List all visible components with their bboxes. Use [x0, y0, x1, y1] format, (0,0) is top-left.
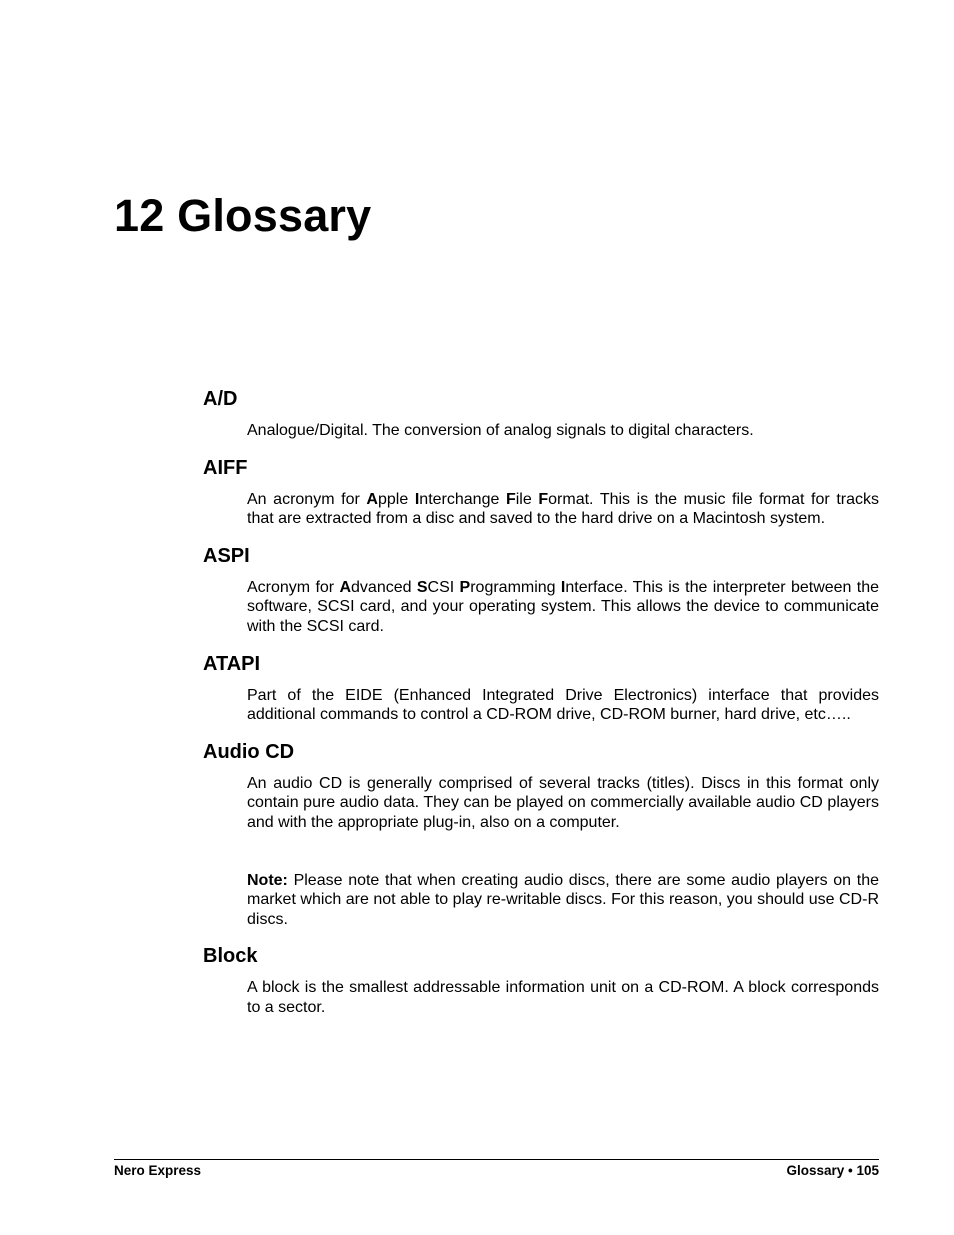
definition-text: An acronym for: [247, 490, 367, 508]
glossary-term: Block: [203, 945, 258, 968]
glossary-entry-aiff: [203, 455, 879, 529]
acronym-letter: P: [459, 578, 471, 596]
glossary-definition: [247, 774, 879, 833]
definition-text: dvanced: [351, 578, 417, 596]
note-label: Note:: [247, 871, 288, 889]
definition-text: nterchange: [419, 490, 506, 508]
glossary-definition: [247, 578, 879, 637]
glossary-definition: [247, 490, 879, 529]
definition-text: CSI: [427, 578, 460, 596]
definition-text: pple: [377, 490, 415, 508]
glossary-definition: [247, 978, 879, 1017]
glossary-definition: [247, 421, 879, 441]
definition-text: A block is the smallest addressable information unit on a CD-ROM. A block corresponds to a sector.: [247, 979, 879, 1016]
glossary-term: Audio CD: [203, 740, 295, 763]
definition-text: Acronym for: [247, 578, 340, 596]
definition-text: Part of the EIDE (Enhanced Integrated Drive Electronics) interface that provides additional commands to control a CD-ROM drive, CD-ROM burner, hard drive, etc…..: [247, 686, 879, 724]
note-paragraph: [247, 871, 879, 930]
footer-page-label: Glossary • 105: [786, 1163, 879, 1178]
definition-text: ormat. This is the music file format for tracks that are extracted from a disc and saved to the hard drive on a Macintosh system.: [247, 490, 880, 528]
definition-text: An audio CD is generally comprised of several tracks (titles). Discs in this format only contain pure audio data. They can be played on commercially available audio CD players and with the appropriate plug-in, also on a computer.: [247, 774, 879, 831]
acronym-letter: F: [538, 490, 549, 508]
definition-text: Analogue/Digital. The conversion of analog signals to digital characters.: [247, 422, 754, 439]
glossary-entry-atapi: [203, 651, 879, 725]
glossary-term: A/D: [203, 388, 238, 410]
definition-text: ile: [515, 490, 539, 508]
definition-text: nterface. This is the interpreter between the software, SCSI card, and your operating system. This allows the device to communicate with the SCSI card.: [247, 578, 880, 635]
footer-product-name: Nero Express: [114, 1163, 202, 1178]
glossary-entries: [203, 386, 879, 1032]
acronym-letter: A: [366, 490, 378, 508]
footer-divider: [114, 1159, 879, 1160]
acronym-letter: A: [339, 578, 352, 596]
acronym-letter: I: [560, 578, 566, 596]
note-text: Please note that when creating audio discs, there are some audio players on the market which are not able to play re-writable discs. For this reason, you should use CD-R discs.: [247, 871, 879, 928]
chapter-title: 12 Glossary: [114, 190, 372, 241]
glossary-term: ASPI: [203, 544, 250, 567]
glossary-definition: [247, 686, 879, 725]
glossary-term: AIFF: [203, 456, 248, 479]
glossary-entry-block: [203, 943, 879, 1017]
acronym-letter: F: [505, 490, 516, 508]
definition-text: rogramming: [470, 578, 561, 596]
glossary-entry-ad: [203, 386, 879, 441]
glossary-entry-aspi: [203, 543, 879, 637]
glossary-entry-audio-cd: [203, 739, 879, 930]
acronym-letter: I: [414, 490, 420, 508]
acronym-letter: S: [416, 578, 428, 596]
glossary-term: ATAPI: [203, 652, 261, 675]
